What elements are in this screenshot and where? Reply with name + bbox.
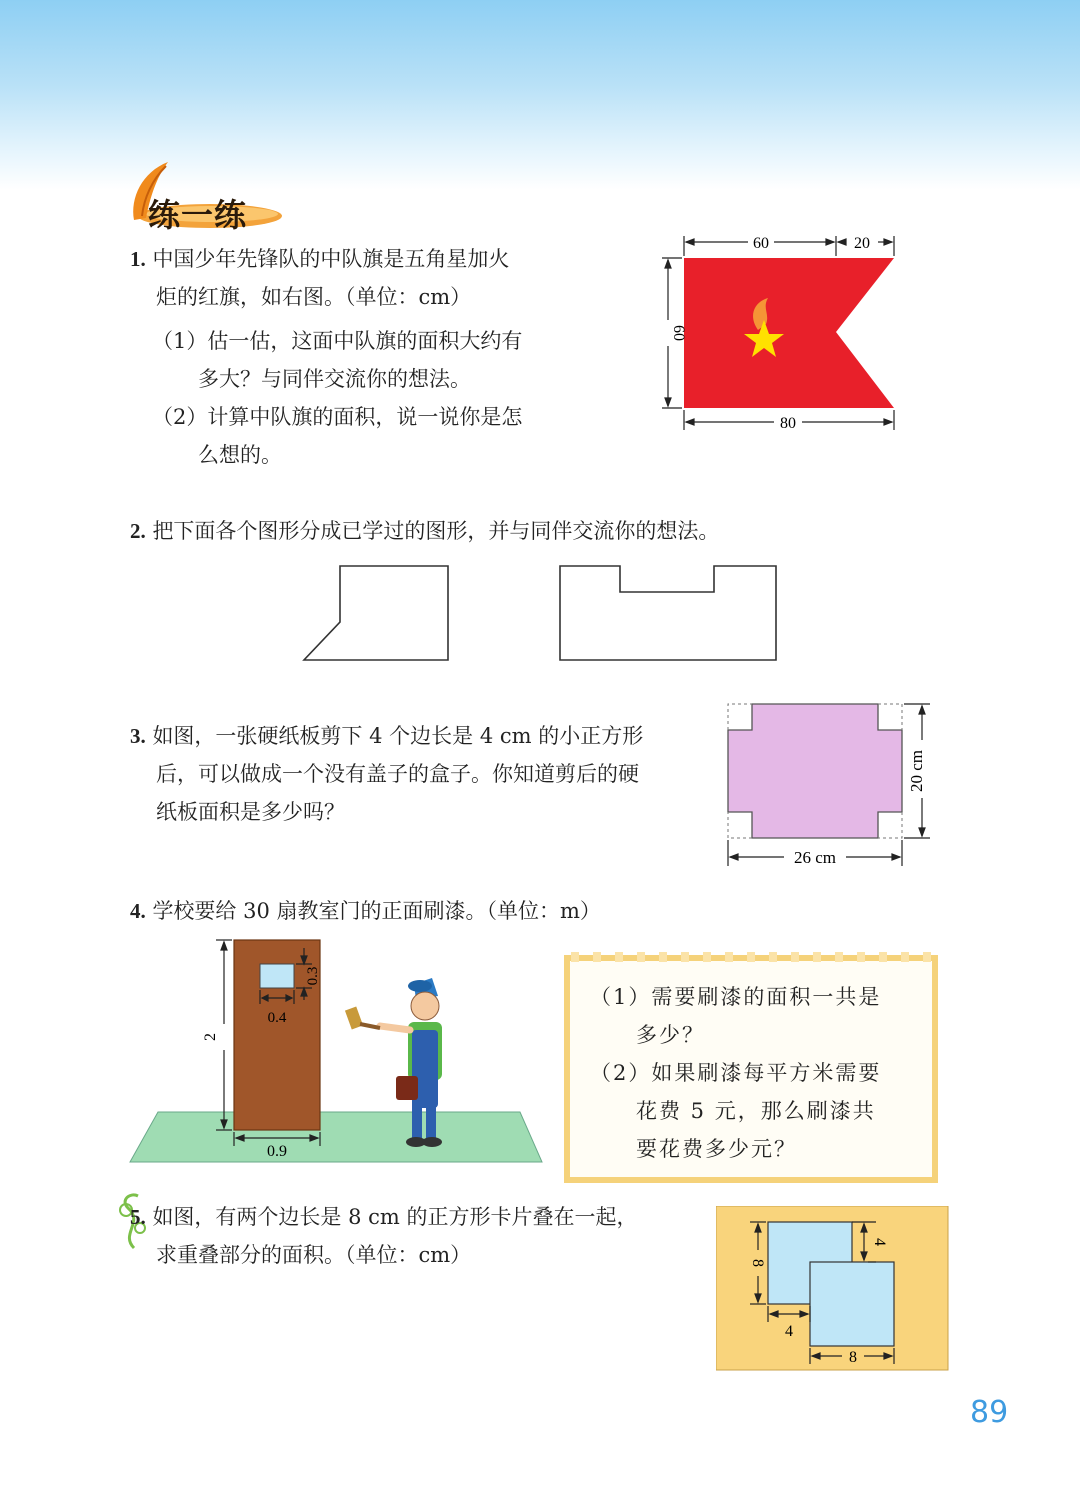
- section-title-text: 练一练: [148, 196, 248, 234]
- q1-part2-label: （2）: [152, 405, 208, 429]
- q2-number: 2.: [130, 519, 146, 543]
- flag-figure: [650, 228, 910, 438]
- q3-line1: 如图，一张硬纸板剪下 4 个边长是 4 cm 的小正方形: [152, 724, 644, 748]
- q5-line2: 求重叠部分的面积。（单位：cm）: [156, 1243, 472, 1267]
- page-number: 89: [970, 1395, 1009, 1430]
- q1-part2-line1: 计算中队旗的面积，说一说你是怎: [207, 405, 523, 429]
- q3-number: 3.: [130, 724, 146, 748]
- dim-door-width: 0.9: [267, 1143, 287, 1160]
- q3-line3: 纸板面积是多少吗？: [156, 800, 345, 824]
- notched-rectangle-shape: [560, 566, 776, 660]
- flag-shape: [684, 258, 894, 408]
- dim-26cm: 26 cm: [793, 848, 837, 867]
- q1-part1-label: （1）: [152, 329, 208, 353]
- q4-part2-line3: 要花费多少元？: [636, 1137, 797, 1161]
- cardboard-figure: [716, 694, 952, 876]
- question-1: [130, 240, 590, 474]
- section-title: [120, 158, 300, 238]
- q4-number: 4.: [130, 899, 146, 923]
- q4-part1-line2: 多少？: [636, 1023, 705, 1047]
- q4-subquestions: [590, 978, 920, 1168]
- q4-part2-line1: 如果刷漆每平方米需要: [651, 1061, 882, 1085]
- trapezoid-shape: [304, 566, 448, 660]
- q4-part1-label: （1）: [590, 985, 652, 1009]
- dim-side-8-left: 8: [749, 1259, 766, 1267]
- dim-top-60: 60: [753, 235, 769, 252]
- q1-number: 1.: [130, 247, 146, 271]
- dim-window-height: 0.3: [305, 966, 321, 986]
- q3-line2: 后，可以做成一个没有盖子的盒子。你知道剪后的硬: [156, 762, 639, 786]
- q4-text: 学校要给 30 扇教室门的正面刷漆。（单位：m）: [152, 899, 601, 923]
- question-5: [130, 1198, 730, 1274]
- dim-side-8-bottom: 8: [849, 1349, 857, 1366]
- q1-part1-line1: 估一估，这面中队旗的面积大约有: [207, 329, 523, 353]
- q2-figures: [296, 560, 786, 670]
- floor-shape: [130, 1112, 542, 1162]
- square-card-2: [810, 1262, 894, 1346]
- door-window: [260, 964, 294, 988]
- q1-line2: 炬的红旗，如右图。（单位：cm）: [156, 285, 472, 309]
- dim-offset-4-bottom: 4: [785, 1323, 793, 1340]
- question-2: [130, 512, 850, 550]
- dim-bottom-80: 80: [780, 415, 796, 432]
- dim-window-width: 0.4: [267, 1010, 287, 1026]
- question-4: [130, 892, 730, 930]
- cardboard-shape: [728, 704, 902, 838]
- q1-part2-line2: 么想的。: [198, 443, 282, 467]
- q4-part2-label: （2）: [590, 1061, 652, 1085]
- dim-door-height: 2: [202, 1033, 219, 1041]
- q4-part1-line1: 需要刷漆的面积一共是: [651, 985, 882, 1009]
- dim-top-20: 20: [854, 235, 870, 252]
- q5-number: 5.: [130, 1205, 146, 1229]
- dim-height-60: 60: [670, 325, 687, 341]
- q1-line1: 中国少年先锋队的中队旗是五角星加火: [152, 247, 510, 271]
- q1-part1-line2: 多大？与同伴交流你的想法。: [198, 367, 471, 391]
- q2-text: 把下面各个图形分成已学过的图形，并与同伴交流你的想法。: [152, 519, 720, 543]
- overlapping-squares-figure: [716, 1206, 950, 1372]
- q4-part2-line2: 花费 5 元，那么刷漆共: [636, 1099, 876, 1123]
- question-3: [130, 717, 720, 831]
- dim-20cm: 20 cm: [907, 749, 926, 793]
- dim-offset-4-right: 4: [871, 1238, 888, 1246]
- q5-line1: 如图，有两个边长是 8 cm 的正方形卡片叠在一起，: [152, 1205, 638, 1229]
- door-figure: [128, 934, 548, 1166]
